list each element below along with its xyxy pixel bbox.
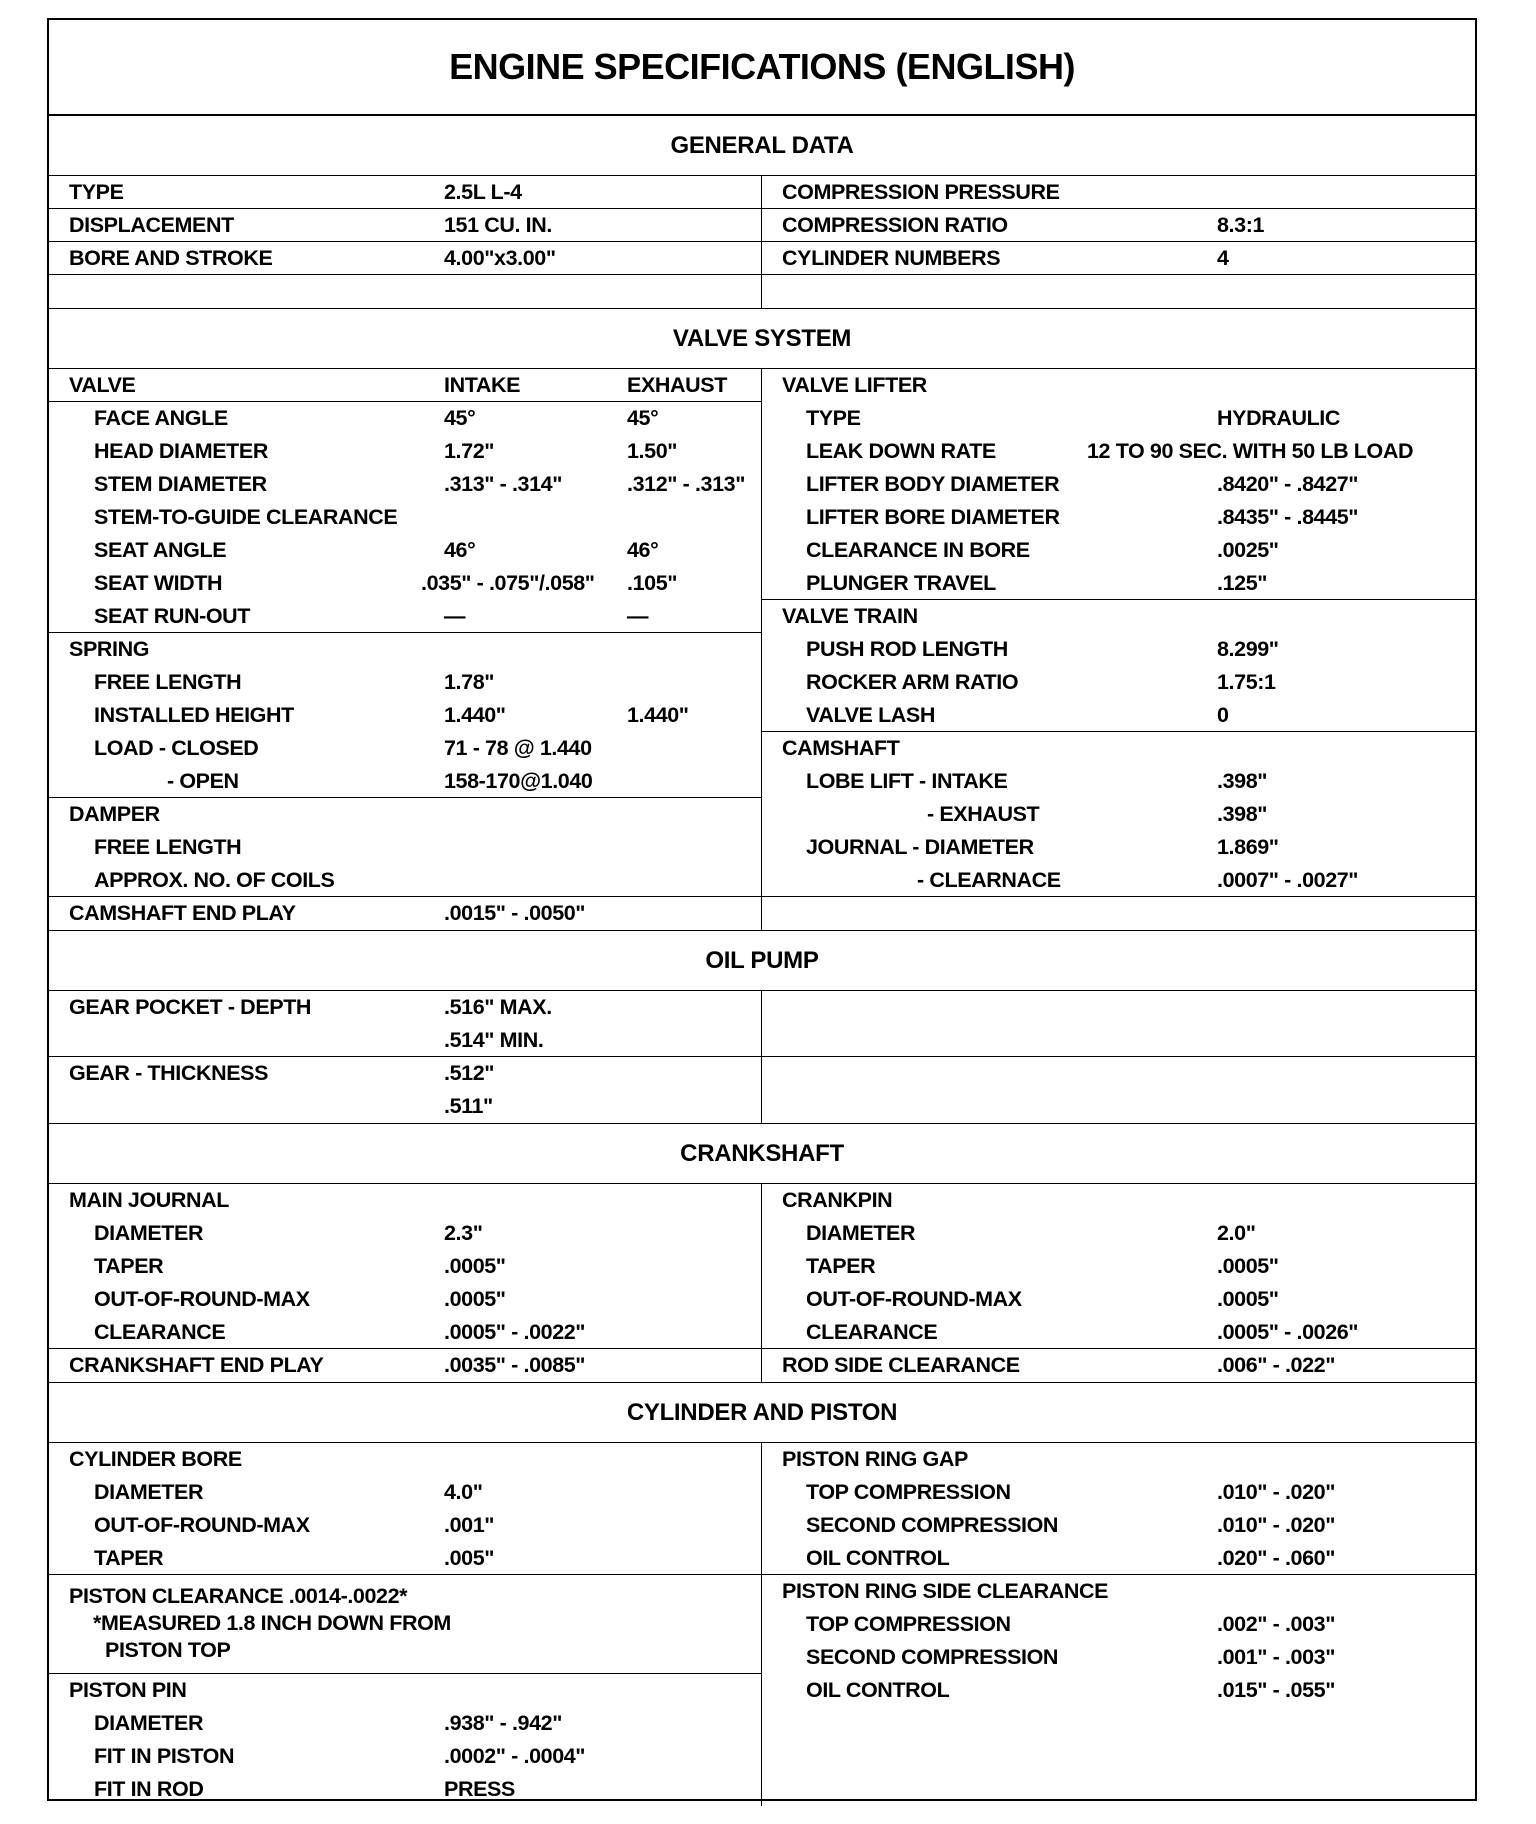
- spec-row: ROD SIDE CLEARANCE .006" - .022": [782, 1353, 1335, 1377]
- spec-row: .514" MIN.: [49, 1024, 761, 1057]
- section-general-data: GENERAL DATA: [49, 116, 1475, 176]
- spec-row: FIT IN PISTON .0002" - .0004": [94, 1744, 586, 1768]
- spec-row: TAPER .0005": [94, 1254, 506, 1278]
- spec-row: .511": [444, 1094, 493, 1118]
- spec-row: VALVE LIFTER: [782, 373, 927, 397]
- spec-sheet: [47, 18, 1477, 1801]
- spec-row: DIAMETER 2.0": [806, 1221, 1256, 1245]
- spec-row: CAMSHAFT END PLAY .0015" - .0050": [69, 901, 586, 925]
- spec-row: GEAR POCKET - DEPTH .516" MAX.: [69, 995, 552, 1019]
- spec-row: - OPEN 158-170@1.040: [49, 765, 761, 798]
- spec-row: VALVE INTAKE EXHAUST: [49, 369, 761, 402]
- spec-row: PISTON RING GAP: [782, 1447, 968, 1471]
- crankshaft-grid: [49, 1184, 1475, 1383]
- spec-row: STEM DIAMETER .313" - .314" .312" - .313": [94, 472, 745, 496]
- spec-row: ROCKER ARM RATIO 1.75:1: [806, 670, 1276, 694]
- spec-row: CRANKPIN: [782, 1188, 893, 1212]
- spec-row: APPROX. NO. OF COILS: [49, 864, 761, 897]
- section-oil-pump: OIL PUMP: [49, 931, 1475, 991]
- spec-row: DIAMETER .938" - .942": [94, 1711, 562, 1735]
- spec-row: DISPLACEMENT 151 CU. IN.: [49, 209, 761, 242]
- spec-row: STEM-TO-GUIDE CLEARANCE: [94, 505, 398, 529]
- spec-row-empty: [762, 1707, 1475, 1740]
- spec-row: SECOND COMPRESSION .001" - .003": [806, 1645, 1335, 1669]
- spec-row: DIAMETER 2.3": [94, 1221, 483, 1245]
- spec-row: FREE LENGTH 1.78": [94, 670, 495, 694]
- spec-row: TOP COMPRESSION .010" - .020": [806, 1480, 1335, 1504]
- spec-row: INSTALLED HEIGHT 1.440" 1.440": [94, 703, 689, 727]
- spec-row: JOURNAL - DIAMETER 1.869": [806, 835, 1279, 859]
- spec-row: DAMPER: [69, 802, 160, 826]
- spec-row: CYLINDER BORE: [69, 1447, 242, 1471]
- spec-row-empty: [762, 1740, 1475, 1773]
- spec-row-empty: [762, 1024, 1475, 1057]
- spec-row: CLEARANCE .0005" - .0026": [762, 1316, 1475, 1349]
- spec-row: SECOND COMPRESSION .010" - .020": [806, 1513, 1335, 1537]
- valve-system-grid: [49, 369, 1475, 931]
- spec-row-empty: [762, 897, 1475, 930]
- spec-row: FIT IN ROD PRESS: [94, 1777, 515, 1801]
- cylinder-piston-grid: [49, 1443, 1475, 1806]
- spec-row: LIFTER BORE DIAMETER .8435" - .8445": [806, 505, 1359, 529]
- spec-row: CYLINDER NUMBERS 4: [762, 242, 1475, 275]
- spec-row: SEAT WIDTH .035" - .075"/.058" .105": [94, 571, 678, 595]
- spec-row: FREE LENGTH: [94, 835, 242, 859]
- spec-row: COMPRESSION RATIO 8.3:1: [762, 209, 1475, 242]
- spec-row: TAPER .0005": [806, 1254, 1279, 1278]
- spec-row: PUSH ROD LENGTH 8.299": [806, 637, 1279, 661]
- spec-row: DIAMETER 4.0": [94, 1480, 483, 1504]
- spec-row: - CLEARNACE .0007" - .0027": [762, 864, 1475, 897]
- spec-row: - EXHAUST .398": [927, 802, 1268, 826]
- spec-row: MAIN JOURNAL: [69, 1188, 230, 1212]
- spec-row: LIFTER BODY DIAMETER .8420" - .8427": [806, 472, 1359, 496]
- spec-row: OUT-OF-ROUND-MAX .001": [94, 1513, 495, 1537]
- spec-row-empty: [762, 1773, 1475, 1806]
- spec-row: HEAD DIAMETER 1.72" 1.50": [94, 439, 678, 463]
- spec-row: OIL CONTROL .015" - .055": [806, 1678, 1335, 1702]
- section-cylinder-and-piston: CYLINDER AND PISTON: [49, 1383, 1475, 1443]
- spec-row: TOP COMPRESSION .002" - .003": [806, 1612, 1335, 1636]
- spec-row-empty: [762, 275, 1475, 308]
- spec-row: GEAR - THICKNESS .512": [69, 1061, 495, 1085]
- spec-row-empty: [762, 1057, 1475, 1090]
- section-valve-system: VALVE SYSTEM: [49, 309, 1475, 369]
- spec-row-empty: [762, 1090, 1475, 1123]
- spec-row: CLEARANCE IN BORE .0025": [806, 538, 1279, 562]
- spec-row: OIL CONTROL .020" - .060": [762, 1542, 1475, 1575]
- spec-row: CAMSHAFT: [782, 736, 900, 760]
- spec-row: SEAT ANGLE 46° 46°: [94, 538, 659, 562]
- spec-row: LOAD - CLOSED 71 - 78 @ 1.440: [94, 736, 592, 760]
- spec-row: SPRING: [69, 637, 150, 661]
- spec-row: OUT-OF-ROUND-MAX .0005": [94, 1287, 506, 1311]
- section-crankshaft: CRANKSHAFT: [49, 1124, 1475, 1184]
- spec-row: FACE ANGLE 45° 45°: [94, 406, 659, 430]
- spec-row: TYPE 2.5L L-4: [49, 176, 761, 209]
- spec-row: LEAK DOWN RATE 12 TO 90 SEC. WITH 50 LB LOAD: [806, 439, 1414, 463]
- piston-clearance-note: PISTON CLEARANCE .0014-.0022* *MEASURED 1.8 INCH DOWN FROM PISTON TOP: [49, 1575, 761, 1674]
- spec-row: PISTON RING SIDE CLEARANCE: [782, 1579, 1109, 1603]
- spec-row: PLUNGER TRAVEL .125": [762, 567, 1475, 600]
- spec-row: LOBE LIFT - INTAKE .398": [806, 769, 1268, 793]
- spec-row: COMPRESSION PRESSURE: [762, 176, 1475, 209]
- spec-row: TYPE HYDRAULIC: [806, 406, 1341, 430]
- page-title: ENGINE SPECIFICATIONS (ENGLISH): [49, 20, 1475, 116]
- spec-row: CLEARANCE .0005" - .0022": [49, 1316, 761, 1349]
- spec-row: OUT-OF-ROUND-MAX .0005": [806, 1287, 1279, 1311]
- spec-row-empty: [762, 991, 1475, 1024]
- general-data-grid: [49, 176, 1475, 309]
- spec-row: BORE AND STROKE 4.00"x3.00": [49, 242, 761, 275]
- spec-row: VALVE LASH 0: [762, 699, 1475, 732]
- spec-row: VALVE TRAIN: [782, 604, 918, 628]
- spec-row: CRANKSHAFT END PLAY .0035" - .0085": [69, 1353, 586, 1377]
- oil-pump-grid: [49, 991, 1475, 1124]
- spec-row: PISTON PIN: [69, 1678, 187, 1702]
- spec-row-empty: [49, 275, 761, 308]
- spec-row: SEAT RUN-OUT — —: [49, 600, 761, 633]
- spec-row: TAPER .005": [49, 1542, 761, 1575]
